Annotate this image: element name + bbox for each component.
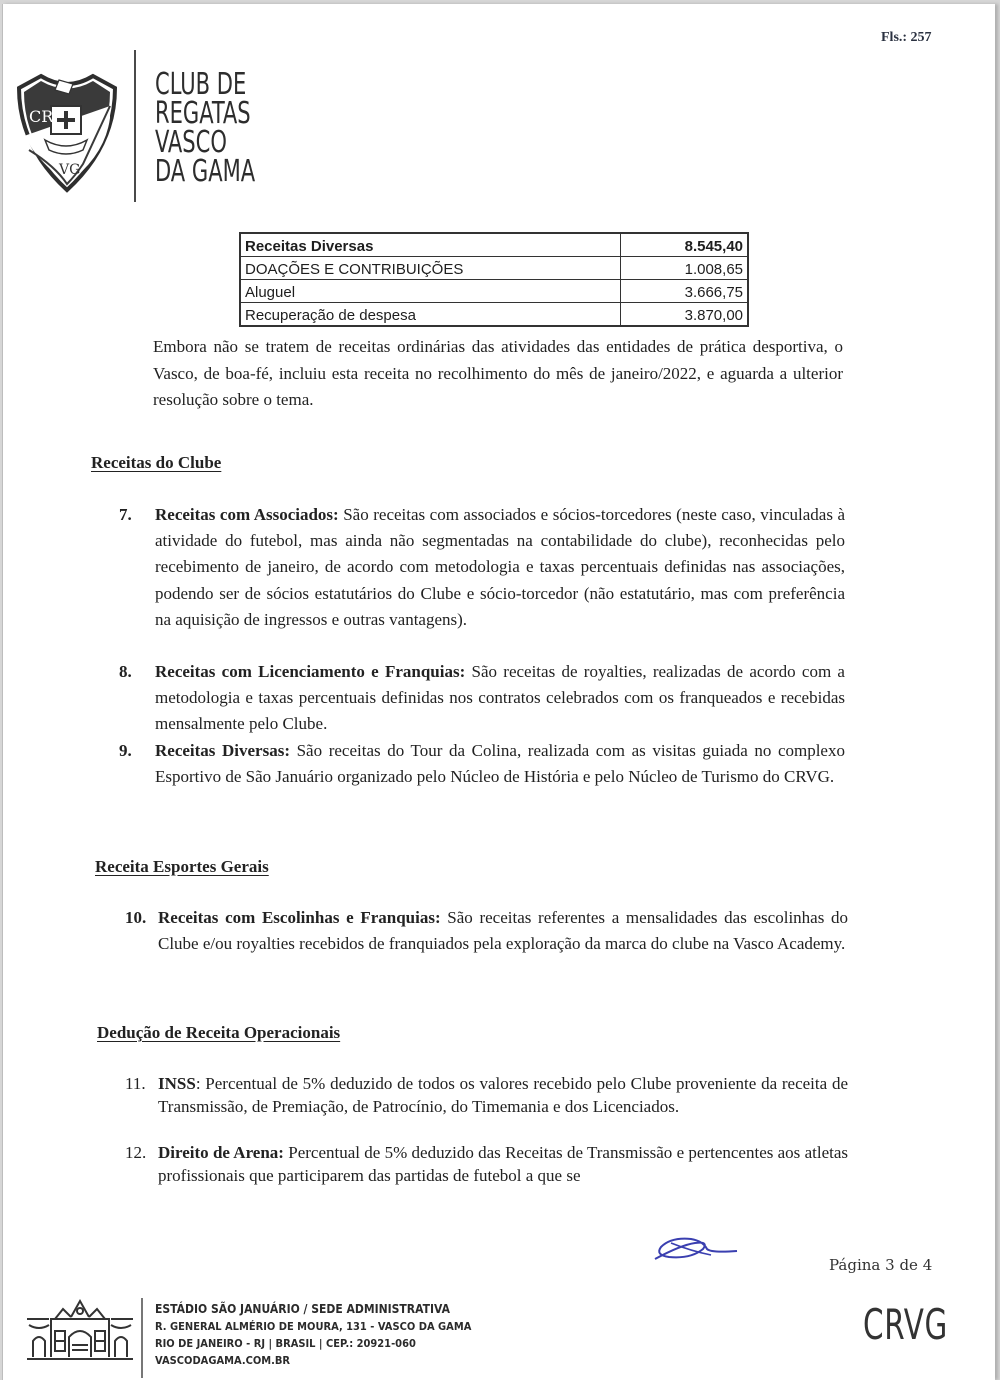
item-number: 10. bbox=[125, 908, 147, 927]
logo-line: CLUB DE bbox=[155, 67, 247, 102]
table-cell-value: 3.666,75 bbox=[621, 280, 749, 303]
crvg-logo: CRVG bbox=[863, 1300, 949, 1349]
vasco-crest-icon bbox=[15, 66, 119, 194]
item-title: Receitas com Licenciamento e Franquias: bbox=[155, 662, 466, 681]
item-number: 12. bbox=[125, 1143, 147, 1162]
signature-icon bbox=[651, 1229, 741, 1265]
svg-text:VG: VG bbox=[59, 162, 81, 178]
item-number: 8. bbox=[119, 662, 132, 681]
item-number: 9. bbox=[119, 741, 132, 760]
table-cell-label: Receitas Diversas bbox=[240, 233, 621, 257]
table-row bbox=[240, 280, 748, 303]
item-number: 7. bbox=[119, 505, 132, 524]
folio-number: Fls.: 257 bbox=[881, 30, 932, 45]
footer-address-line: R. GENERAL ALMÉRIO DE MOURA, 131 - VASCO DA GAMA bbox=[155, 1320, 472, 1333]
list-item bbox=[119, 738, 845, 790]
footer-divider bbox=[141, 1298, 143, 1378]
section-heading: Receitas do Clube bbox=[91, 453, 222, 472]
table-cell-value: 3.870,00 bbox=[621, 303, 749, 327]
intro-paragraph: Embora não se tratem de receitas ordinárias das atividades das entidades de prática desportiva, o Vasco, de boa-fé, incluiu esta receita no recolhimento do mês de janeiro/2022, e aguarda a ulterior resolução sobre o tema. bbox=[153, 337, 843, 409]
logo-line: VASCO bbox=[155, 125, 227, 160]
item-text: São receitas de royalties, realizadas de acordo com a metodologia e taxas percentuais definidas nos contratos celebrados com os franqueados e recebidas mensalmente pelo Clube. bbox=[155, 662, 845, 734]
item-text: São receitas referentes a mensalidades das escolinhas do Clube e/ou royalties recebidos de franquiados pela exploração da marca do clube na Vasco Academy. bbox=[158, 908, 849, 954]
footer-address-line: ESTÁDIO SÃO JANUÁRIO / SEDE ADMINISTRATIVA bbox=[155, 1302, 451, 1316]
logo-divider bbox=[134, 50, 136, 202]
table-cell-label: DOAÇÕES E CONTRIBUIÇÕES bbox=[240, 257, 621, 280]
page-number: Página 3 de 4 bbox=[829, 1256, 933, 1274]
logo-line: REGATAS bbox=[155, 96, 251, 131]
table-row bbox=[240, 257, 748, 280]
table-row bbox=[240, 233, 748, 257]
table-cell-label: Aluguel bbox=[240, 280, 621, 303]
stadium-facade-icon bbox=[25, 1297, 135, 1363]
list-item bbox=[119, 659, 845, 738]
table-row bbox=[240, 303, 748, 327]
item-title: Receitas Diversas: bbox=[155, 741, 290, 760]
section-heading: Receita Esportes Gerais bbox=[95, 857, 269, 876]
item-number: 11. bbox=[125, 1074, 146, 1093]
item-text: Percentual de 5% deduzido das Receitas de Transmissão e pertencentes aos atletas profissionais que participarem das partidas de futebol a que se bbox=[158, 1143, 848, 1185]
list-item bbox=[119, 502, 845, 633]
item-title: Receitas com Escolinhas e Franquias: bbox=[158, 908, 441, 927]
table-cell-value: 8.545,40 bbox=[621, 233, 749, 257]
footer-address-line: RIO DE JANEIRO - RJ | BRASIL | CEP.: 20921-060 bbox=[155, 1337, 416, 1350]
revenue-table bbox=[239, 232, 749, 327]
item-title: INSS bbox=[158, 1074, 196, 1093]
item-text: : Percentual de 5% deduzido de todos os valores recebido pelo Clube proveniente da receita de Transmissão, de Premiação, de Patrocínio, do Timemania e dos Licenciados. bbox=[158, 1074, 848, 1116]
document-page bbox=[2, 4, 995, 1380]
table-cell-value: 1.008,65 bbox=[621, 257, 749, 280]
table-cell-label: Recuperação de despesa bbox=[240, 303, 621, 327]
list-item bbox=[125, 1141, 848, 1187]
item-title: Direito de Arena: bbox=[158, 1143, 284, 1162]
list-item bbox=[125, 1072, 848, 1118]
footer-address bbox=[155, 1301, 471, 1369]
club-name-logo bbox=[155, 67, 256, 189]
item-text: São receitas do Tour da Colina, realizada com as visitas guiada no complexo Esportivo de São Januário organizado pelo Núcleo de História e pelo Núcleo de Turismo do CRVG. bbox=[155, 741, 845, 787]
section-heading: Dedução de Receita Operacionais bbox=[97, 1023, 341, 1042]
item-text: São receitas com associados e sócios-torcedores (neste caso, vinculadas à atividade do futebol, mas ainda não segmentadas na contabilidade do clube), reconhecidas pelo recebimento de janeiro, de acordo com metodologia e taxas percentuais definidas nas associações, podendo ser de sócios estatutários do Clube e sócio-torcedor (não estatutário, mas com preferência na aquisição de ingressos e outras vantagens). bbox=[155, 505, 845, 629]
item-title: Receitas com Associados: bbox=[155, 505, 339, 524]
logo-line: DA GAMA bbox=[155, 154, 256, 189]
svg-text:CR: CR bbox=[29, 107, 54, 126]
list-item bbox=[125, 905, 849, 957]
footer-website: VASCODAGAMA.COM.BR bbox=[155, 1354, 291, 1367]
